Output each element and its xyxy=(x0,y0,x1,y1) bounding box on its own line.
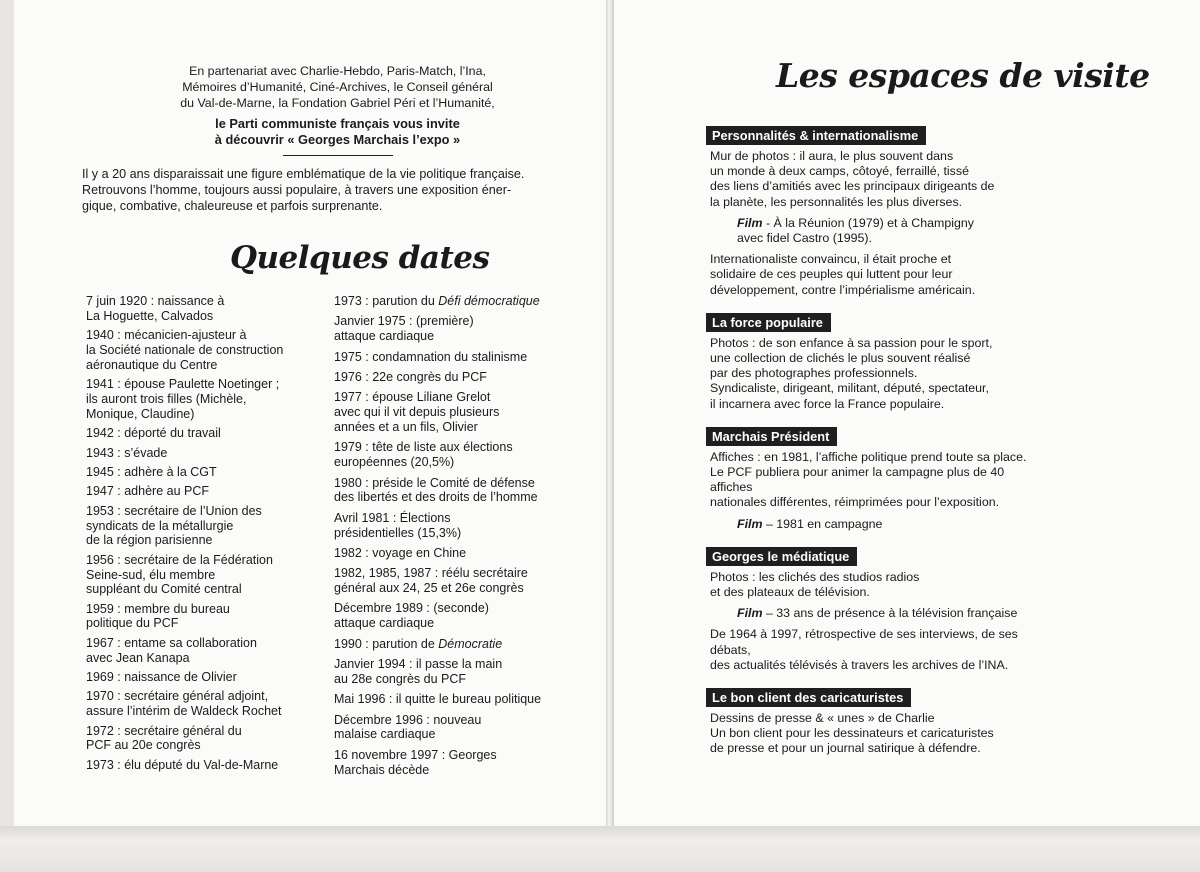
timeline-line: 1973 : élu député du Val-de-Marne xyxy=(86,757,279,772)
timeline-entry xyxy=(86,504,326,548)
timeline-line: Décembre 1989 : (seconde) xyxy=(334,601,489,616)
film-text: - À la Réunion (1979) et à Champigny xyxy=(765,215,974,230)
section-body xyxy=(706,450,1036,532)
timeline-line: 1943 : s’évade xyxy=(86,445,168,460)
timeline-line: assure l’intérim de Waldeck Rochet xyxy=(86,704,282,719)
timeline-entry xyxy=(86,294,326,324)
timeline-entry xyxy=(86,377,326,421)
timeline-line: Janvier 1994 : il passe la main xyxy=(334,657,503,672)
timeline-column-2 xyxy=(334,294,579,783)
timeline-column-1 xyxy=(86,294,326,777)
intro-line: du Val-de-Marne, la Fondation Gabriel Péri et l’Humanité, xyxy=(180,96,495,110)
timeline-entry xyxy=(334,713,579,743)
visit-section xyxy=(706,313,1036,412)
film-note xyxy=(737,606,1036,621)
timeline-line: Avril 1981 : Élections xyxy=(334,510,451,525)
visit-section xyxy=(706,126,1036,298)
section-text-line: Affiches : en 1981, l’affiche politique prend toute sa place. xyxy=(710,449,1027,464)
section-body xyxy=(706,570,1036,673)
timeline-line: 1970 : secrétaire général adjoint, xyxy=(86,689,269,704)
film-label: Film xyxy=(737,606,763,621)
film-label: Film xyxy=(737,516,763,531)
invite-line: à découvrir « Georges Marchais l’expo » xyxy=(214,132,461,147)
section-text-line: Photos : les clichés des studios radios xyxy=(710,569,920,584)
book-title: Démocratie xyxy=(438,636,503,651)
timeline-line: suppléant du Comité central xyxy=(86,582,242,597)
section-heading: Georges le médiatique xyxy=(706,547,857,566)
timeline-line: européennes (20,5%) xyxy=(334,455,455,470)
section-text-line: il incarnera avec force la France populaire. xyxy=(710,396,945,411)
section-text-line: un monde à deux camps, côtoyé, ferraillé, tissé xyxy=(710,164,969,179)
section-heading: Le bon client des caricaturistes xyxy=(706,688,911,707)
timeline-entry xyxy=(86,553,326,597)
timeline-line: 1942 : déporté du travail xyxy=(86,426,221,441)
timeline-line: Marchais décède xyxy=(334,762,430,777)
timeline-entry xyxy=(334,637,579,652)
timeline-entry xyxy=(334,294,579,309)
timeline-entry xyxy=(86,328,326,372)
timeline-entry xyxy=(334,692,579,707)
section-text-line: de presse et pour un journal satirique à défendre. xyxy=(710,741,981,756)
lead-line: Retrouvons l’homme, toujours aussi populaire, à travers une exposition éner- xyxy=(82,183,512,197)
invite-line: le Parti communiste français vous invite xyxy=(215,116,460,131)
timeline-line: 1941 : épouse Paulette Noetinger ; xyxy=(86,377,280,392)
film-note xyxy=(737,517,1036,532)
intro-line: Mémoires d’Humanité, Ciné-Archives, le Conseil général xyxy=(182,80,493,94)
timeline-entry xyxy=(86,724,326,754)
timeline-entry xyxy=(334,440,579,470)
section-text-line: Un bon client pour les dessinateurs et caricaturistes xyxy=(710,726,994,741)
section-text-line: par des photographes professionnels. xyxy=(710,366,918,381)
timeline-entry xyxy=(334,476,579,506)
section-text-line: solidaire de ces peuples qui luttent pour leur xyxy=(710,267,953,282)
section-text-line: et des plateaux de télévision. xyxy=(710,585,870,600)
timeline-line: attaque cardiaque xyxy=(334,329,435,344)
timeline-line: 1975 : condamnation du stalinisme xyxy=(334,349,528,364)
timeline-line: PCF au 20e congrès xyxy=(86,738,201,753)
timeline-line: Monique, Claudine) xyxy=(86,406,195,421)
section-text-line: De 1964 à 1997, rétrospective de ses interviews, de ses débats, xyxy=(710,627,1018,657)
film-text: avec fidel Castro (1995). xyxy=(737,231,872,246)
timeline-entry xyxy=(86,689,326,719)
timeline-line: au 28e congrès du PCF xyxy=(334,671,467,686)
timeline-text: 1990 : parution de xyxy=(334,636,439,651)
timeline-entry xyxy=(86,484,326,499)
timeline-line: Seine-sud, élu membre xyxy=(86,567,216,582)
timeline-entry xyxy=(86,636,326,666)
film-note xyxy=(737,216,1036,246)
partners-intro xyxy=(145,63,530,111)
timeline-line: avec Jean Kanapa xyxy=(86,650,190,665)
section-heading: Marchais Président xyxy=(706,427,837,446)
timeline-line: aéronautique du Centre xyxy=(86,357,218,372)
timeline-entry xyxy=(334,657,579,687)
visit-section xyxy=(706,547,1036,673)
timeline-entry xyxy=(334,546,579,561)
timeline-entry xyxy=(334,748,579,778)
section-text-line: Dessins de presse & « unes » de Charlie xyxy=(710,711,935,726)
timeline-line: 1969 : naissance de Olivier xyxy=(86,670,237,685)
timeline-line: 1940 : mécanicien-ajusteur à xyxy=(86,328,247,343)
timeline-line: 1967 : entame sa collaboration xyxy=(86,635,257,650)
section-text-line: une collection de clichés le plus souvent réalisé xyxy=(710,351,971,366)
scan-bottom-edge xyxy=(0,826,1200,872)
intro-line: En partenariat avec Charlie-Hebdo, Paris-Match, l’Ina, xyxy=(189,64,486,78)
visit-sections xyxy=(706,126,1036,772)
timeline-entry xyxy=(86,426,326,441)
timeline-line: Mai 1996 : il quitte le bureau politique xyxy=(334,692,542,707)
timeline-line: malaise cardiaque xyxy=(334,727,436,742)
timeline-line: 16 novembre 1997 : Georges xyxy=(334,747,497,762)
divider xyxy=(283,155,393,156)
timeline-line: 1972 : secrétaire général du xyxy=(86,723,242,738)
film-text: – 1981 en campagne xyxy=(765,516,883,531)
invitation xyxy=(150,116,525,148)
timeline-line: ils auront trois filles (Michèle, xyxy=(86,391,247,406)
timeline-line: 1959 : membre du bureau xyxy=(86,601,230,616)
visit-spaces-title: Les espaces de visite xyxy=(776,56,1150,95)
section-text-line: Le PCF publiera pour animer la campagne plus de 40 affiches xyxy=(710,465,1005,495)
timeline-line: 7 juin 1920 : naissance à xyxy=(86,294,225,308)
timeline-line: présidentielles (15,3%) xyxy=(334,525,462,540)
section-text-line: la planète, les personnalités les plus diverses. xyxy=(710,194,963,209)
lead-line: gique, combative, chaleureuse et parfois surprenante. xyxy=(82,199,383,213)
section-text-line: nationales différentes, réimprimées pour l’exposition. xyxy=(710,495,1000,510)
dates-title: Quelques dates xyxy=(230,240,490,276)
timeline-line: attaque cardiaque xyxy=(334,616,435,631)
timeline-line: 1976 : 22e congrès du PCF xyxy=(334,369,487,384)
section-text-line: Mur de photos : il aura, le plus souvent dans xyxy=(710,149,954,163)
timeline-entry xyxy=(334,566,579,596)
timeline-entry xyxy=(334,350,579,365)
timeline-entry xyxy=(86,670,326,685)
timeline-line: la Société nationale de construction xyxy=(86,342,284,357)
timeline-line: 1982, 1985, 1987 : réélu secrétaire xyxy=(334,566,528,581)
page-spine xyxy=(606,0,614,830)
section-heading: La force populaire xyxy=(706,313,831,332)
film-text: – 33 ans de présence à la télévision française xyxy=(765,606,1018,621)
timeline-line: 1977 : épouse Liliane Grelot xyxy=(334,390,491,405)
timeline-line: La Hoguette, Calvados xyxy=(86,308,214,323)
section-text-line: des liens d’amitiés avec les principaux dirigeants de xyxy=(710,179,995,194)
timeline-line: des libertés et des droits de l’homme xyxy=(334,490,538,505)
section-text-line: Syndicaliste, dirigeant, militant, député, spectateur, xyxy=(710,381,989,396)
section-heading: Personnalités & internationalisme xyxy=(706,126,926,145)
timeline-line: 1945 : adhère à la CGT xyxy=(86,464,217,479)
section-text-line: Photos : de son enfance à sa passion pour le sport, xyxy=(710,335,993,350)
timeline-line: Janvier 1975 : (première) xyxy=(334,314,474,329)
visit-section xyxy=(706,427,1036,532)
section-body xyxy=(706,711,1036,757)
section-text-line: développement, contre l’impérialisme américain. xyxy=(710,282,976,297)
timeline-entry xyxy=(86,446,326,461)
timeline-line: politique du PCF xyxy=(86,616,179,631)
timeline-line: avec qui il vit depuis plusieurs xyxy=(334,405,500,420)
lead-line: Il y a 20 ans disparaissait une figure emblématique de la vie politique française. xyxy=(82,167,525,181)
section-text-line: Internationaliste convaincu, il était proche et xyxy=(710,252,952,267)
timeline-line: 1956 : secrétaire de la Fédération xyxy=(86,552,273,567)
timeline-text: 1973 : parution du xyxy=(334,294,439,308)
lead-paragraph xyxy=(82,166,572,214)
timeline-line: 1982 : voyage en Chine xyxy=(334,545,467,560)
timeline-line: syndicats de la métallurgie xyxy=(86,518,234,533)
timeline-entry xyxy=(334,314,579,344)
timeline-entry xyxy=(334,601,579,631)
timeline-line: 1947 : adhère au PCF xyxy=(86,484,209,499)
timeline-entry xyxy=(86,758,326,773)
film-label: Film xyxy=(737,215,763,230)
timeline-entry xyxy=(86,602,326,632)
timeline-entry xyxy=(334,511,579,541)
timeline-line: 1980 : préside le Comité de défense xyxy=(334,475,535,490)
timeline-line: général aux 24, 25 et 26e congrès xyxy=(334,581,524,596)
section-text-line: des actualités télévisés à travers les archives de l’INA. xyxy=(710,657,1009,672)
timeline-line: années et a un fils, Olivier xyxy=(334,419,478,434)
timeline-line: 1979 : tête de liste aux élections xyxy=(334,440,513,455)
timeline-line: Décembre 1996 : nouveau xyxy=(334,712,482,727)
visit-section xyxy=(706,688,1036,757)
timeline-entry xyxy=(334,370,579,385)
section-body xyxy=(706,336,1036,412)
timeline-line: de la région parisienne xyxy=(86,533,213,548)
timeline-entry xyxy=(334,390,579,434)
book-title: Défi démocratique xyxy=(438,294,540,308)
timeline-line: 1953 : secrétaire de l’Union des xyxy=(86,503,262,518)
section-body xyxy=(706,149,1036,298)
timeline-entry xyxy=(86,465,326,480)
